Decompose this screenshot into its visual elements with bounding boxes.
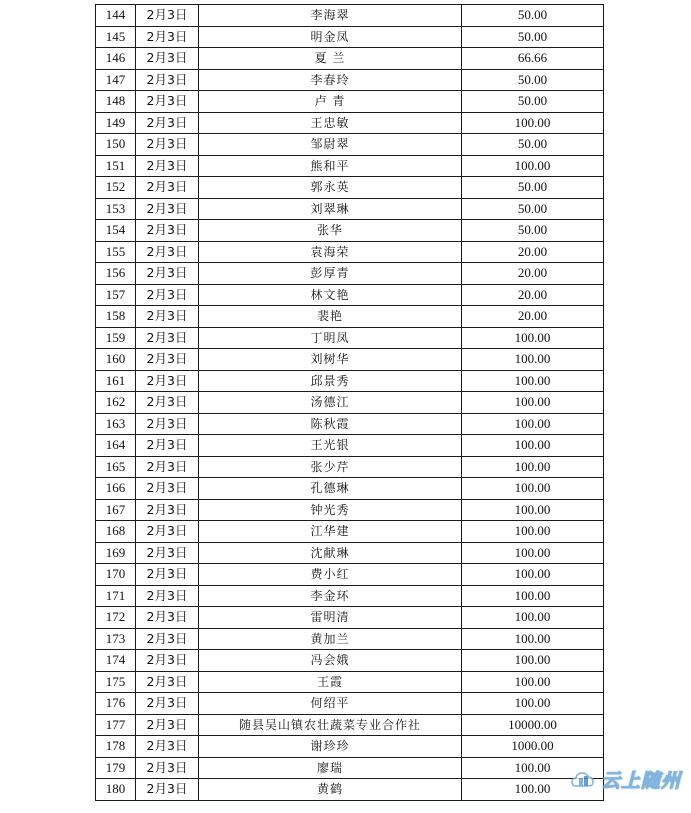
amount-cell: 50.00 — [462, 5, 604, 27]
table-row — [96, 478, 604, 500]
date-cell: 2月3日 — [136, 284, 199, 306]
donor-name-cell: 邱景秀 — [199, 370, 462, 392]
table-row — [96, 671, 604, 693]
row-number-cell: 151 — [96, 155, 136, 177]
date-cell: 2月3日 — [136, 693, 199, 715]
date-cell: 2月3日 — [136, 478, 199, 500]
donor-name-cell: 彭厚青 — [199, 263, 462, 285]
amount-cell: 50.00 — [462, 177, 604, 199]
amount-cell: 100.00 — [462, 155, 604, 177]
amount-cell: 100.00 — [462, 671, 604, 693]
table-row — [96, 241, 604, 263]
donor-name-cell: 王霞 — [199, 671, 462, 693]
donor-name-cell: 随县吴山镇农壮蔬菜专业合作社 — [199, 714, 462, 736]
amount-cell: 100.00 — [462, 327, 604, 349]
donor-name-cell: 裴艳 — [199, 306, 462, 328]
amount-cell: 100.00 — [462, 349, 604, 371]
amount-cell: 20.00 — [462, 306, 604, 328]
row-number-cell: 145 — [96, 26, 136, 48]
table-row — [96, 284, 604, 306]
donor-name-cell: 明金凤 — [199, 26, 462, 48]
amount-cell: 50.00 — [462, 134, 604, 156]
table-row — [96, 456, 604, 478]
donor-name-cell: 雷明清 — [199, 607, 462, 629]
table-row — [96, 155, 604, 177]
donor-name-cell: 冯会娥 — [199, 650, 462, 672]
table-row — [96, 564, 604, 586]
amount-cell: 100.00 — [462, 564, 604, 586]
date-cell: 2月3日 — [136, 69, 199, 91]
date-cell: 2月3日 — [136, 607, 199, 629]
amount-cell: 100.00 — [462, 478, 604, 500]
donor-name-cell: 廖瑞 — [199, 757, 462, 779]
row-number-cell: 180 — [96, 779, 136, 801]
donor-name-cell: 汤德江 — [199, 392, 462, 414]
row-number-cell: 165 — [96, 456, 136, 478]
amount-cell: 100.00 — [462, 542, 604, 564]
date-cell: 2月3日 — [136, 779, 199, 801]
donor-name-cell: 费小红 — [199, 564, 462, 586]
row-number-cell: 148 — [96, 91, 136, 113]
table-row — [96, 69, 604, 91]
amount-cell: 100.00 — [462, 779, 604, 801]
amount-cell: 100.00 — [462, 650, 604, 672]
row-number-cell: 157 — [96, 284, 136, 306]
row-number-cell: 169 — [96, 542, 136, 564]
donor-name-cell: 郭永英 — [199, 177, 462, 199]
row-number-cell: 161 — [96, 370, 136, 392]
donor-name-cell: 黄加兰 — [199, 628, 462, 650]
row-number-cell: 174 — [96, 650, 136, 672]
table-row — [96, 499, 604, 521]
table-row — [96, 5, 604, 27]
row-number-cell: 162 — [96, 392, 136, 414]
donor-name-cell: 李春玲 — [199, 69, 462, 91]
row-number-cell: 144 — [96, 5, 136, 27]
table-row — [96, 134, 604, 156]
date-cell: 2月3日 — [136, 736, 199, 758]
row-number-cell: 155 — [96, 241, 136, 263]
amount-cell: 66.66 — [462, 48, 604, 70]
donor-name-cell: 沈献琳 — [199, 542, 462, 564]
table-row — [96, 392, 604, 414]
row-number-cell: 154 — [96, 220, 136, 242]
date-cell: 2月3日 — [136, 349, 199, 371]
row-number-cell: 172 — [96, 607, 136, 629]
date-cell: 2月3日 — [136, 91, 199, 113]
donor-name-cell: 刘翠琳 — [199, 198, 462, 220]
table-row — [96, 693, 604, 715]
table-row — [96, 26, 604, 48]
watermark-text: 云上随州 — [600, 770, 681, 792]
amount-cell: 100.00 — [462, 628, 604, 650]
cloud-building-icon — [571, 767, 597, 793]
row-number-cell: 167 — [96, 499, 136, 521]
donor-name-cell: 黄鹤 — [199, 779, 462, 801]
amount-cell: 100.00 — [462, 499, 604, 521]
donor-name-cell: 陈秋霞 — [199, 413, 462, 435]
row-number-cell: 146 — [96, 48, 136, 70]
donor-name-cell: 张华 — [199, 220, 462, 242]
donor-name-cell: 夏 兰 — [199, 48, 462, 70]
amount-cell: 100.00 — [462, 413, 604, 435]
date-cell: 2月3日 — [136, 177, 199, 199]
table-row — [96, 521, 604, 543]
row-number-cell: 152 — [96, 177, 136, 199]
row-number-cell: 179 — [96, 757, 136, 779]
table-row — [96, 177, 604, 199]
donor-name-cell: 丁明凤 — [199, 327, 462, 349]
donation-table-body — [96, 5, 604, 801]
row-number-cell: 159 — [96, 327, 136, 349]
row-number-cell: 175 — [96, 671, 136, 693]
table-row — [96, 112, 604, 134]
date-cell: 2月3日 — [136, 155, 199, 177]
date-cell: 2月3日 — [136, 306, 199, 328]
date-cell: 2月3日 — [136, 521, 199, 543]
date-cell: 2月3日 — [136, 26, 199, 48]
amount-cell: 100.00 — [462, 607, 604, 629]
table-row — [96, 370, 604, 392]
table-row — [96, 198, 604, 220]
table-row — [96, 413, 604, 435]
table-row — [96, 48, 604, 70]
amount-cell: 100.00 — [462, 757, 604, 779]
row-number-cell: 177 — [96, 714, 136, 736]
date-cell: 2月3日 — [136, 263, 199, 285]
amount-cell: 100.00 — [462, 585, 604, 607]
donor-name-cell: 谢珍珍 — [199, 736, 462, 758]
donor-name-cell: 李海翠 — [199, 5, 462, 27]
row-number-cell: 150 — [96, 134, 136, 156]
table-row — [96, 542, 604, 564]
donor-name-cell: 熊和平 — [199, 155, 462, 177]
row-number-cell: 171 — [96, 585, 136, 607]
row-number-cell: 173 — [96, 628, 136, 650]
amount-cell: 50.00 — [462, 91, 604, 113]
donor-name-cell: 刘树华 — [199, 349, 462, 371]
donor-name-cell: 林文艳 — [199, 284, 462, 306]
row-number-cell: 166 — [96, 478, 136, 500]
donor-name-cell: 钟光秀 — [199, 499, 462, 521]
donation-table — [95, 4, 604, 801]
table-row — [96, 435, 604, 457]
date-cell: 2月3日 — [136, 456, 199, 478]
date-cell: 2月3日 — [136, 198, 199, 220]
row-number-cell: 164 — [96, 435, 136, 457]
watermark — [571, 766, 681, 793]
row-number-cell: 158 — [96, 306, 136, 328]
amount-cell: 1000.00 — [462, 736, 604, 758]
table-row — [96, 327, 604, 349]
date-cell: 2月3日 — [136, 112, 199, 134]
amount-cell: 100.00 — [462, 392, 604, 414]
amount-cell: 100.00 — [462, 435, 604, 457]
table-row — [96, 736, 604, 758]
donor-name-cell: 孔德琳 — [199, 478, 462, 500]
table-row — [96, 306, 604, 328]
table-row — [96, 650, 604, 672]
date-cell: 2月3日 — [136, 134, 199, 156]
amount-cell: 20.00 — [462, 284, 604, 306]
date-cell: 2月3日 — [136, 650, 199, 672]
amount-cell: 100.00 — [462, 456, 604, 478]
amount-cell: 50.00 — [462, 198, 604, 220]
table-row — [96, 607, 604, 629]
date-cell: 2月3日 — [136, 671, 199, 693]
date-cell: 2月3日 — [136, 392, 199, 414]
date-cell: 2月3日 — [136, 628, 199, 650]
amount-cell: 20.00 — [462, 241, 604, 263]
date-cell: 2月3日 — [136, 413, 199, 435]
amount-cell: 50.00 — [462, 69, 604, 91]
table-row — [96, 714, 604, 736]
amount-cell: 50.00 — [462, 26, 604, 48]
row-number-cell: 160 — [96, 349, 136, 371]
amount-cell: 100.00 — [462, 112, 604, 134]
amount-cell: 20.00 — [462, 263, 604, 285]
date-cell: 2月3日 — [136, 327, 199, 349]
date-cell: 2月3日 — [136, 757, 199, 779]
row-number-cell: 178 — [96, 736, 136, 758]
donor-name-cell: 王忠敏 — [199, 112, 462, 134]
amount-cell: 100.00 — [462, 521, 604, 543]
table-row — [96, 757, 604, 779]
table-row — [96, 628, 604, 650]
date-cell: 2月3日 — [136, 542, 199, 564]
table-row — [96, 585, 604, 607]
table-row — [96, 91, 604, 113]
donor-name-cell: 李金环 — [199, 585, 462, 607]
date-cell: 2月3日 — [136, 241, 199, 263]
date-cell: 2月3日 — [136, 435, 199, 457]
date-cell: 2月3日 — [136, 48, 199, 70]
date-cell: 2月3日 — [136, 370, 199, 392]
amount-cell: 100.00 — [462, 693, 604, 715]
donor-name-cell: 袁海荣 — [199, 241, 462, 263]
date-cell: 2月3日 — [136, 499, 199, 521]
amount-cell: 100.00 — [462, 370, 604, 392]
amount-cell: 10000.00 — [462, 714, 604, 736]
donor-name-cell: 何绍平 — [199, 693, 462, 715]
row-number-cell: 163 — [96, 413, 136, 435]
donor-name-cell: 邹尉翠 — [199, 134, 462, 156]
date-cell: 2月3日 — [136, 5, 199, 27]
table-row — [96, 349, 604, 371]
table-row — [96, 779, 604, 801]
donation-list-sheet — [95, 4, 603, 801]
date-cell: 2月3日 — [136, 585, 199, 607]
row-number-cell: 176 — [96, 693, 136, 715]
table-row — [96, 220, 604, 242]
amount-cell: 50.00 — [462, 220, 604, 242]
table-row — [96, 263, 604, 285]
row-number-cell: 149 — [96, 112, 136, 134]
donor-name-cell: 王光银 — [199, 435, 462, 457]
row-number-cell: 168 — [96, 521, 136, 543]
donor-name-cell: 卢 青 — [199, 91, 462, 113]
date-cell: 2月3日 — [136, 220, 199, 242]
donor-name-cell: 张少芹 — [199, 456, 462, 478]
date-cell: 2月3日 — [136, 714, 199, 736]
row-number-cell: 147 — [96, 69, 136, 91]
row-number-cell: 156 — [96, 263, 136, 285]
donor-name-cell: 江华建 — [199, 521, 462, 543]
date-cell: 2月3日 — [136, 564, 199, 586]
row-number-cell: 170 — [96, 564, 136, 586]
row-number-cell: 153 — [96, 198, 136, 220]
